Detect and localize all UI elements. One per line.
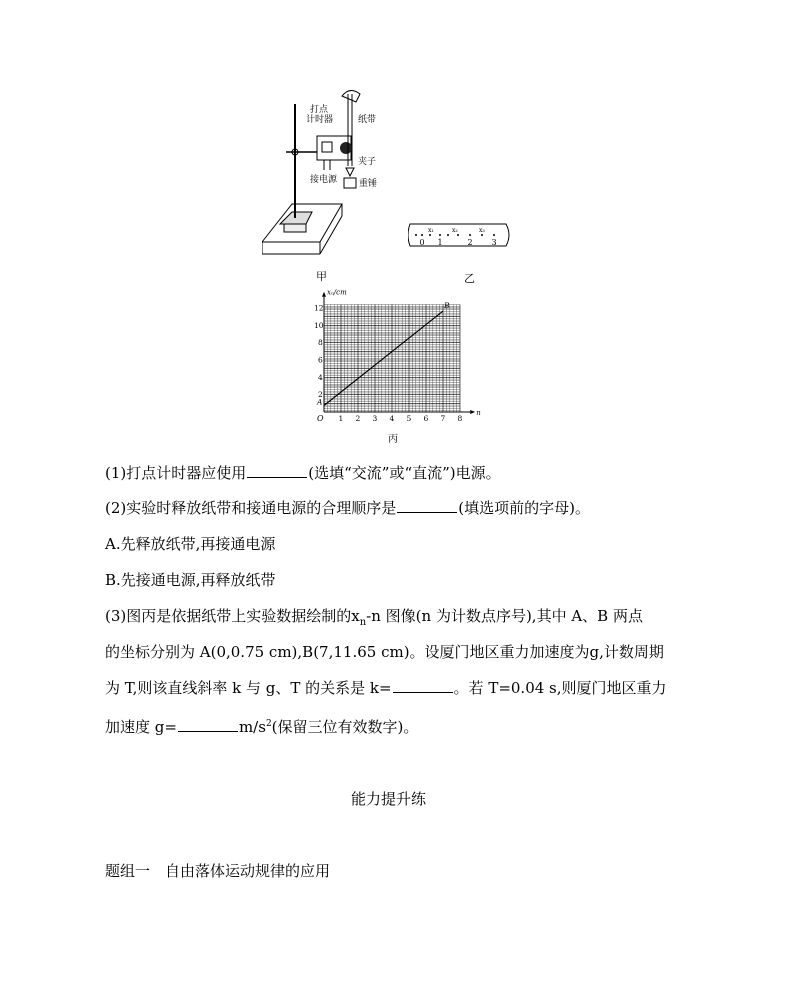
question-1 xyxy=(105,462,501,484)
origin-label: O xyxy=(317,414,324,423)
tape-dot xyxy=(481,234,483,236)
x-tick-label: 2 xyxy=(355,414,361,423)
q3-subscript: n xyxy=(359,617,367,628)
q3-text-6: (保留三位有效数字)。 xyxy=(271,718,419,736)
y-tick-label: 6 xyxy=(318,355,323,365)
tape-segment-label: x₃ xyxy=(479,227,485,234)
q1-blank[interactable] xyxy=(247,463,307,478)
q3-text-1: (3)图丙是依据纸带上实验数据绘制的x xyxy=(105,607,360,625)
tape-figure xyxy=(408,222,512,286)
x-axis-arrow xyxy=(470,410,475,414)
option-a: A.先释放纸带,再接通电源 xyxy=(105,535,276,553)
option-b: B.先接通电源,再释放纸带 xyxy=(105,571,276,589)
tape-dot xyxy=(447,234,449,236)
tape-caption: 乙 xyxy=(464,272,475,285)
tape-dot xyxy=(469,234,471,236)
question-3-line-2: 的坐标分别为 A(0,0.75 cm),B(7,11.65 cm)。设厦门地区重力加速度为g,计数周期 xyxy=(105,643,664,661)
tape-dot xyxy=(415,234,417,236)
apparatus-figure xyxy=(262,84,392,284)
tape-point-label: 2 xyxy=(467,238,473,247)
q3-text-5: 加速度 g= xyxy=(105,718,177,736)
q2-blank[interactable] xyxy=(397,498,457,513)
question-2 xyxy=(105,497,590,519)
apparatus-caption: 甲 xyxy=(316,270,327,283)
q2-text: (2)实验时释放纸带和接通电源的合理顺序是 xyxy=(105,499,397,517)
power-label: 接电源 xyxy=(310,175,338,185)
x-tick-label: 4 xyxy=(389,414,395,423)
q3-text-3: 为 T,则该直线斜率 k 与 g、T 的关系是 k= xyxy=(105,679,392,697)
clip-label: 夹子 xyxy=(358,157,377,167)
graph-caption: 丙 xyxy=(388,434,398,445)
question-3-line-3 xyxy=(105,677,667,699)
weight-label: 重锤 xyxy=(359,179,378,189)
q2-text-after: (填选项前的字母)。 xyxy=(458,499,590,517)
group-title: 题组一 自由落体运动规律的应用 xyxy=(105,862,331,880)
g-blank[interactable] xyxy=(178,717,238,732)
x-tick-label: 6 xyxy=(423,414,429,423)
tape-label: 纸带 xyxy=(358,115,377,125)
y-tick-label: 4 xyxy=(318,372,323,382)
point-b-label: B xyxy=(444,301,450,311)
q3-unit: m/s xyxy=(238,718,266,736)
x-tick-label: 8 xyxy=(457,414,463,423)
tape-point-label: 3 xyxy=(491,238,497,247)
question-3-line-1 xyxy=(105,605,643,634)
k-blank[interactable] xyxy=(393,678,453,693)
timer-label-1: 打点 xyxy=(310,105,329,115)
x-tick-label: 3 xyxy=(372,414,378,423)
q3-superscript: 2 xyxy=(265,719,272,729)
y-axis-arrow xyxy=(322,292,326,297)
tape-dot xyxy=(421,234,423,236)
q3-text-4: 。若 T=0.04 s,则厦门地区重力 xyxy=(453,679,667,697)
y-tick-label: 12 xyxy=(314,303,324,313)
section-title: 能力提升练 xyxy=(351,790,427,808)
y-tick-label: 8 xyxy=(318,338,323,348)
tape-point-label: 0 xyxy=(419,238,425,247)
y-axis-label: xₙ/cm xyxy=(327,288,347,297)
tape-segment-label: x₁ xyxy=(428,227,434,234)
x-tick-label: 7 xyxy=(440,414,446,423)
q1-text-after: (选填“交流”或“直流”)电源。 xyxy=(308,464,501,482)
tape-dot xyxy=(439,234,441,236)
q1-text: (1)打点计时器应使用 xyxy=(105,464,247,482)
x-tick-label: 5 xyxy=(406,414,412,423)
q3-text-2: -n 图像(n 为计数点序号),其中 A、B 两点 xyxy=(366,607,643,625)
timer-label-2: 计时器 xyxy=(306,115,334,125)
y-tick-label: 10 xyxy=(314,320,324,330)
tape-point-label: 1 xyxy=(437,238,443,247)
question-3-line-4 xyxy=(105,713,418,738)
tape-dot xyxy=(429,234,431,236)
tape-dot xyxy=(493,234,495,236)
x-axis-label: n xyxy=(476,409,481,417)
y-tick-label: 2 xyxy=(318,390,323,400)
x-tick-label: 1 xyxy=(338,414,344,423)
tape-dot xyxy=(457,234,459,236)
xn-n-graph xyxy=(306,288,496,448)
tape-segment-label: x₂ xyxy=(452,227,458,234)
point-a-label: A xyxy=(317,397,323,407)
